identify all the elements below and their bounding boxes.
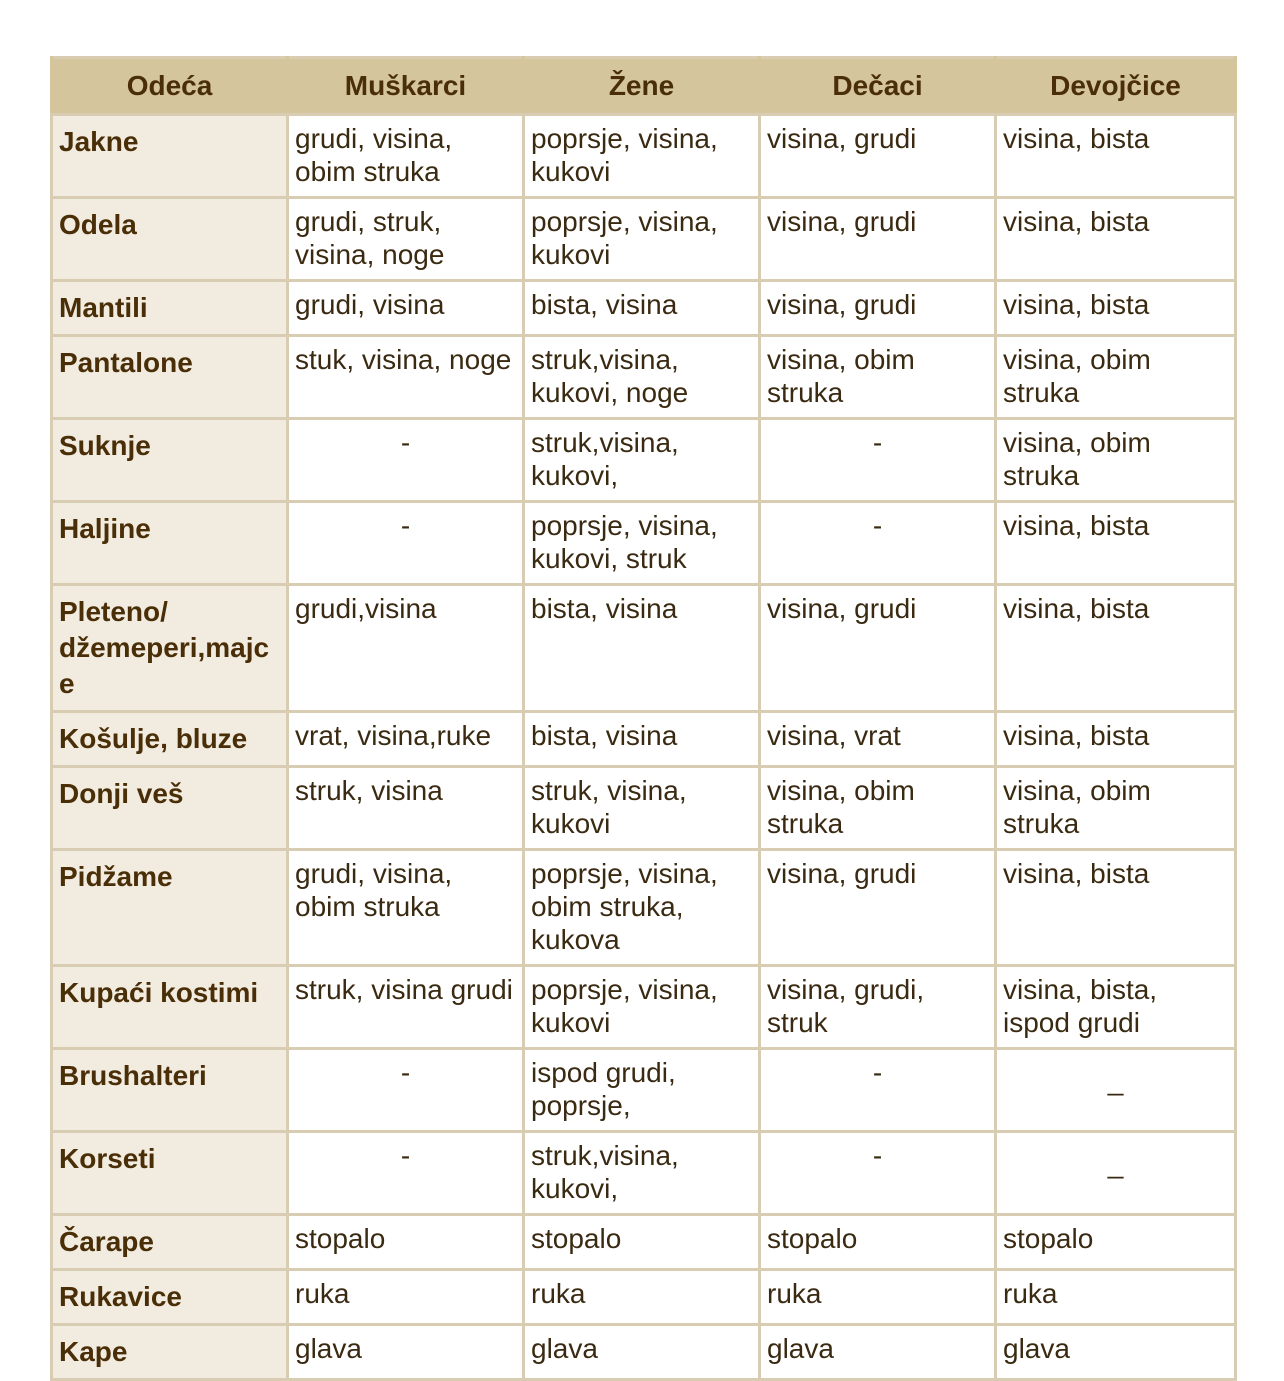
cell-girls: visina, bista	[996, 281, 1236, 336]
cell-men: struk, visina	[288, 767, 524, 850]
table-row	[52, 585, 1236, 712]
cell-boys: visina, grudi, struk	[760, 966, 996, 1049]
table-row	[52, 419, 1236, 502]
cell-men: -	[288, 1132, 524, 1215]
cell-women: ruka	[524, 1270, 760, 1325]
measurement-table	[50, 56, 1237, 1381]
cell-girls: visina, obim struka	[996, 419, 1236, 502]
cell-men: -	[288, 419, 524, 502]
table-row	[52, 1270, 1236, 1325]
cell-men: struk, visina grudi	[288, 966, 524, 1049]
cell-women: poprsje, visina, kukovi	[524, 198, 760, 281]
cell-girls: visina, bista	[996, 115, 1236, 198]
cell-women: poprsje, visina, obim struka, kukova	[524, 850, 760, 966]
cell-men: stuk, visina, noge	[288, 336, 524, 419]
header-women: Žene	[524, 58, 760, 115]
row-label: Čarape	[52, 1215, 288, 1270]
table-row	[52, 502, 1236, 585]
cell-boys: visina, grudi	[760, 850, 996, 966]
cell-girls: visina, bista	[996, 198, 1236, 281]
table-row	[52, 115, 1236, 198]
cell-girls: _	[996, 1132, 1236, 1215]
cell-women: struk,visina, kukovi,	[524, 419, 760, 502]
cell-men: grudi, visina, obim struka	[288, 850, 524, 966]
table-row	[52, 712, 1236, 767]
cell-women: ispod grudi, poprsje,	[524, 1049, 760, 1132]
table-row	[52, 336, 1236, 419]
cell-women: poprsje, visina, kukovi	[524, 966, 760, 1049]
cell-girls: stopalo	[996, 1215, 1236, 1270]
row-label: Mantili	[52, 281, 288, 336]
cell-women: bista, visina	[524, 281, 760, 336]
cell-girls: visina, obim struka	[996, 336, 1236, 419]
cell-boys: visina, grudi	[760, 115, 996, 198]
table-row	[52, 198, 1236, 281]
cell-men: grudi, struk, visina, noge	[288, 198, 524, 281]
row-label: Rukavice	[52, 1270, 288, 1325]
header-girls: Devojčice	[996, 58, 1236, 115]
cell-boys: visina, obim struka	[760, 767, 996, 850]
header-men: Muškarci	[288, 58, 524, 115]
cell-women: struk, visina, kukovi	[524, 767, 760, 850]
cell-boys: ruka	[760, 1270, 996, 1325]
cell-women: stopalo	[524, 1215, 760, 1270]
cell-boys: -	[760, 1049, 996, 1132]
row-label: Korseti	[52, 1132, 288, 1215]
cell-girls: visina, bista	[996, 502, 1236, 585]
cell-boys: visina, grudi	[760, 281, 996, 336]
table-row	[52, 1325, 1236, 1380]
cell-girls: _	[996, 1049, 1236, 1132]
table-header-row	[52, 58, 1236, 115]
cell-girls: ruka	[996, 1270, 1236, 1325]
cell-girls: visina, obim struka	[996, 767, 1236, 850]
cell-women: struk,visina, kukovi,	[524, 1132, 760, 1215]
cell-men: stopalo	[288, 1215, 524, 1270]
row-label: Haljine	[52, 502, 288, 585]
row-label: Košulje, bluze	[52, 712, 288, 767]
row-label: Suknje	[52, 419, 288, 502]
header-clothing: Odeća	[52, 58, 288, 115]
cell-girls: visina, bista	[996, 585, 1236, 712]
cell-boys: visina, obim struka	[760, 336, 996, 419]
cell-boys: -	[760, 502, 996, 585]
table-row	[52, 850, 1236, 966]
cell-boys: visina, grudi	[760, 585, 996, 712]
cell-men: grudi,visina	[288, 585, 524, 712]
cell-boys: -	[760, 1132, 996, 1215]
header-boys: Dečaci	[760, 58, 996, 115]
cell-men: glava	[288, 1325, 524, 1380]
row-label: Pidžame	[52, 850, 288, 966]
cell-men: vrat, visina,ruke	[288, 712, 524, 767]
row-label: Kape	[52, 1325, 288, 1380]
size-guide-sheet	[50, 56, 1234, 1381]
cell-girls: visina, bista	[996, 712, 1236, 767]
row-label: Odela	[52, 198, 288, 281]
cell-women: glava	[524, 1325, 760, 1380]
table-row	[52, 1132, 1236, 1215]
cell-men: grudi, visina, obim struka	[288, 115, 524, 198]
cell-boys: visina, grudi	[760, 198, 996, 281]
row-label: Donji veš	[52, 767, 288, 850]
row-label: Jakne	[52, 115, 288, 198]
row-label: Pleteno/ džemeperi,majce	[52, 585, 288, 712]
cell-boys: visina, vrat	[760, 712, 996, 767]
row-label: Kupaći kostimi	[52, 966, 288, 1049]
cell-women: poprsje, visina, kukovi	[524, 115, 760, 198]
row-label: Brushalteri	[52, 1049, 288, 1132]
cell-women: bista, visina	[524, 585, 760, 712]
cell-men: -	[288, 1049, 524, 1132]
row-label: Pantalone	[52, 336, 288, 419]
table-row	[52, 281, 1236, 336]
table-row	[52, 1049, 1236, 1132]
cell-boys: -	[760, 419, 996, 502]
cell-girls: visina, bista, ispod grudi	[996, 966, 1236, 1049]
cell-men: grudi, visina	[288, 281, 524, 336]
cell-girls: visina, bista	[996, 850, 1236, 966]
cell-women: struk,visina, kukovi, noge	[524, 336, 760, 419]
cell-men: ruka	[288, 1270, 524, 1325]
cell-women: bista, visina	[524, 712, 760, 767]
cell-women: poprsje, visina, kukovi, struk	[524, 502, 760, 585]
cell-boys: stopalo	[760, 1215, 996, 1270]
table-row	[52, 966, 1236, 1049]
table-row	[52, 767, 1236, 850]
cell-men: -	[288, 502, 524, 585]
cell-girls: glava	[996, 1325, 1236, 1380]
table-row	[52, 1215, 1236, 1270]
cell-boys: glava	[760, 1325, 996, 1380]
